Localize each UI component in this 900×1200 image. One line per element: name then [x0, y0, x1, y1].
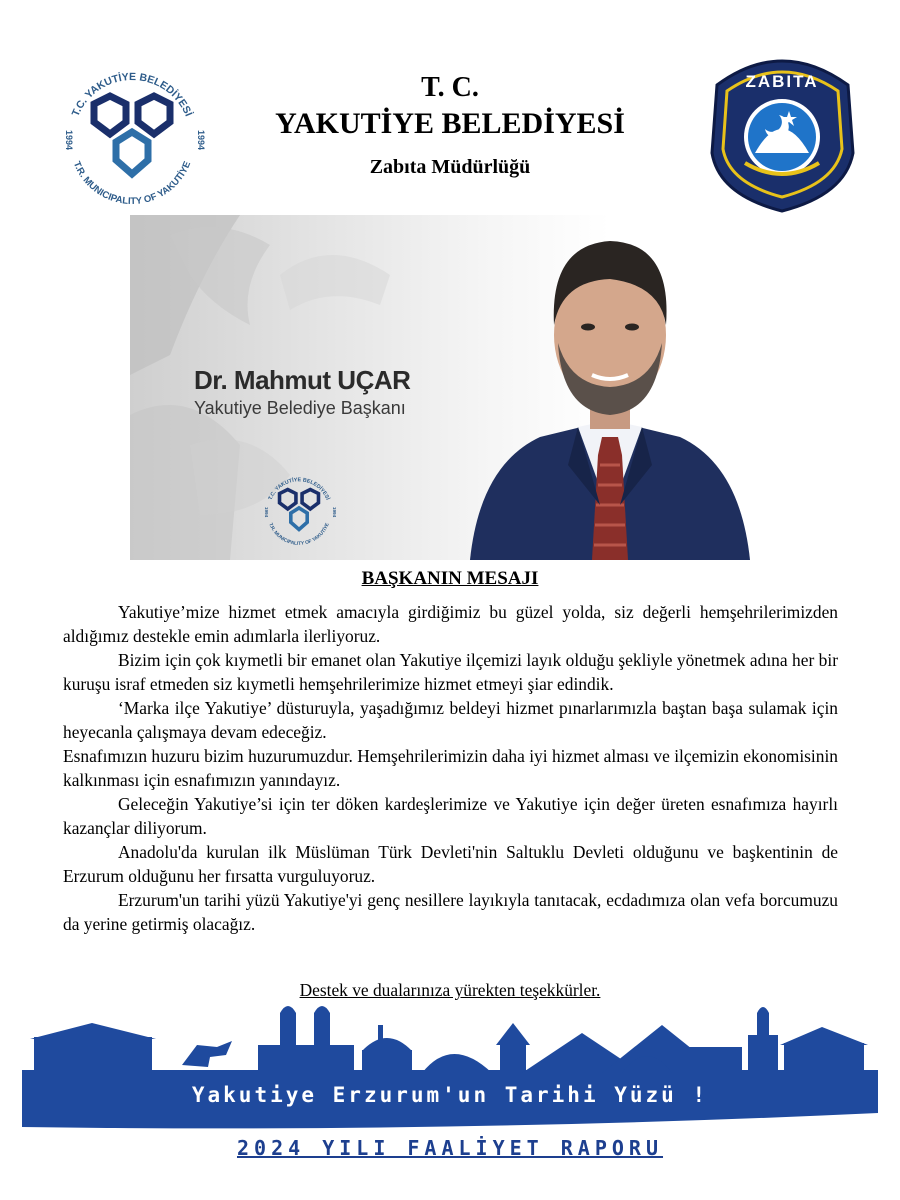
- banner-municipality-logo: [258, 470, 340, 552]
- badge-text: ZABITA: [745, 72, 819, 91]
- footer-slogan: Yakutiye Erzurum'un Tarihi Yüzü !: [191, 1083, 709, 1107]
- erzurum-skyline-footer: [22, 995, 878, 1135]
- message-paragraph: Esnafımızın huzuru bizim huzurumuzdur. Hemşehrilerimizin daha iyi hizmet alması ve ilçemizin ekonomisinin kalkınması için esnafımızın yanındayız.: [63, 746, 838, 790]
- logo-year-right: 1994: [196, 129, 206, 151]
- banner-logo-top-text: T.C. YAKUTİYE BELEDİYESİ: [267, 477, 331, 502]
- message-title: BAŞKANIN MESAJI: [361, 568, 539, 589]
- banner-logo-year-left: 1994: [264, 506, 270, 518]
- svg-text:T.R. MUNICIPALITY OF YAKUTİYE: [267, 522, 331, 547]
- logo-bottom-text: T.R. MUNICIPALITY OF YAKUTİYE: [70, 159, 194, 208]
- message-paragraph: Geleceğin Yakutiye’si için ter döken kardeşlerimize ve Yakutiye için değer üreten esnafımıza hayırlı kazançlar diliyorum.: [63, 794, 838, 838]
- logo-year-left: 1994: [64, 129, 74, 151]
- header-line-municipality: YAKUTİYE BELEDİYESİ: [275, 107, 625, 140]
- message-paragraph: Anadolu'da kurulan ilk Müslüman Türk Devleti'nin Saltuklu Devleti olduğunu ve başkentinin de Erzurum olduğunu her fırsatta vurguluyoruz.: [63, 842, 838, 886]
- report-title: [0, 1136, 900, 1160]
- mayor-name: Dr. Mahmut UÇAR: [194, 365, 411, 395]
- mayor-portrait: [450, 215, 770, 560]
- banner-logo-year-right: 1994: [331, 506, 337, 518]
- mayor-banner: [130, 215, 770, 560]
- svg-text:T.C. YAKUTİYE BELEDİYESİ: [268, 477, 332, 502]
- message-paragraph: Erzurum'un tarihi yüzü Yakutiye'yi genç nesillere layıkıyla tanıtacak, ecdadımıza olan vefa borcumuzu da yerine getirmiş olacağız.: [63, 890, 838, 934]
- report-title-text: 2024 YILI FAALİYET RAPORU: [236, 1136, 664, 1160]
- header-line-tc: T. C.: [421, 72, 479, 103]
- header-line-directorate: Zabıta Müdürlüğü: [369, 156, 531, 178]
- message-body: [63, 600, 838, 936]
- message-paragraph: ‘Marka ilçe Yakutiye’ düsturuyla, yaşadığımız beldeyi hizmet pınarlarımızla baştan başa sulamak için heyecanla çalışmaya devam edeceğiz.: [63, 698, 838, 742]
- closing-thanks: Destek ve dualarınıza yürekten teşekkürler.: [299, 980, 601, 1000]
- logo-top-text: T.C. YAKUTİYE BELEDİYESİ: [69, 70, 195, 119]
- mayor-title: Yakutiye Belediye Başkanı: [194, 398, 406, 418]
- message-paragraph: Bizim için çok kıymetli bir emanet olan Yakutiye ilçemizi layık olduğu şekliyle yönetmek adına her bir kuruşu israf etmeden siz kıymetli hemşehrilerimize hizmet etmeyi şiar edindik.: [63, 650, 838, 694]
- message-paragraph: Yakutiye’mize hizmet etmek amacıyla girdiğimiz bu güzel yolda, siz değerli hemşehrilerimizden aldığımız destekle emin adımlarla ilerliyoruz.: [63, 602, 838, 646]
- banner-logo-bottom-text: T.R. MUNICIPALITY OF YAKUTİYE: [267, 522, 331, 547]
